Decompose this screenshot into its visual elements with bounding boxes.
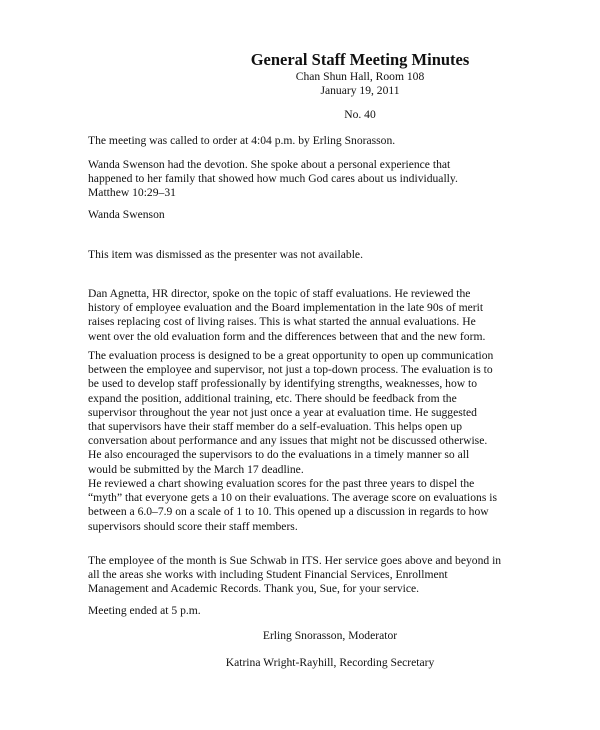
evaluation-process-paragraph: The evaluation process is designed to be a great opportunity to open up communication between the employee and supervisor, not just a top-down process. The evaluation is to be used to develop staff professionally by identifying strengths, weaknesses, how to expand the position, additional training, etc. There should be feedback from the supervisor throughout the year not just once a year at evaluation time. He suggested that supervisors have their staff member do a self-evaluation. This helps open up conversation about performance and any issues that might not be discussed otherwise. He also encouraged the supervisors to do the evaluations in a timely manner so all would be submitted by the March 17 deadline. bbox=[88, 349, 494, 476]
meeting-location: Chan Shun Hall, Room 108 bbox=[295, 70, 425, 83]
dismissed-item-paragraph: This item was dismissed as the presenter was not available. bbox=[88, 248, 363, 261]
meeting-adjourned: Meeting ended at 5 p.m. bbox=[88, 604, 201, 617]
devotion-presenter: Wanda Swenson bbox=[88, 208, 165, 221]
hr-topic-paragraph: Dan Agnetta, HR director, spoke on the topic of staff evaluations. He reviewed the history of employee evaluation and the Board implementation in the late 90s of merit raises replacing cost of living raises. This is what started the annual evaluations. He went over the old evaluation form and the differences between that and the new form. bbox=[88, 287, 486, 343]
document-title: General Staff Meeting Minutes bbox=[250, 50, 470, 69]
moderator-signature: Erling Snorasson, Moderator bbox=[262, 629, 398, 642]
call-to-order-paragraph: The meeting was called to order at 4:04 p.m. by Erling Snorasson. bbox=[88, 134, 396, 147]
meeting-date: January 19, 2011 bbox=[320, 84, 400, 97]
secretary-signature: Katrina Wright-Rayhill, Recording Secretary bbox=[225, 656, 435, 669]
chart-review-paragraph: He reviewed a chart showing evaluation scores for the past three years to dispel the “myth” that everyone gets a 10 on their evaluations. The average score on evaluations is between a 6.0–7.9 on a scale of 1 to 10. This opened up a discussion in regards to how supervisors should score their staff members. bbox=[88, 477, 497, 533]
minutes-number: No. 40 bbox=[344, 108, 376, 121]
employee-of-month-paragraph: The employee of the month is Sue Schwab in ITS. Her service goes above and beyond in all the areas she works with including Student Financial Services, Enrollment Management and Academic Records. Thank you, Sue, for your service. bbox=[88, 554, 502, 596]
devotion-paragraph: Wanda Swenson had the devotion. She spoke about a personal experience that happened to her family that showed how much God cares about us individually. Matthew 10:29–31 bbox=[88, 158, 458, 200]
